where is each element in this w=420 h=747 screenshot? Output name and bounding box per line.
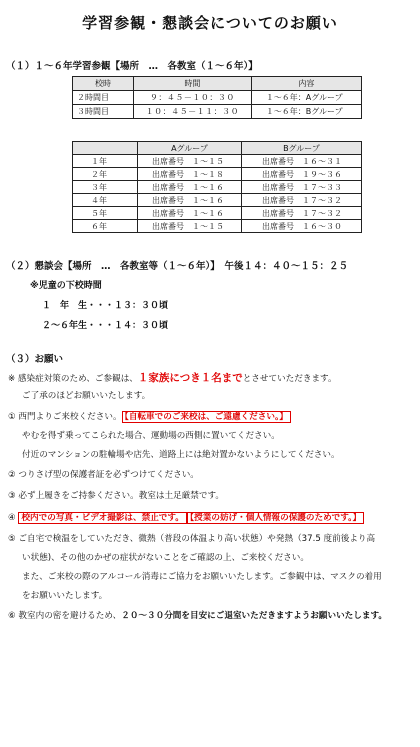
cell-grade: ５年 [73, 207, 138, 220]
cell-grade: １年 [73, 155, 138, 168]
cell-time: １０：４５－１１：３０ [134, 105, 252, 119]
cell-group-a: 出席番号 １～１６ [138, 207, 242, 220]
cell-group-a: 出席番号 １～１６ [138, 194, 242, 207]
header-group-a: Aグループ [138, 142, 242, 155]
cell-group-a: 出席番号 １～１５ [138, 155, 242, 168]
section2-heading: （２）懇談会【場所 … 各教室等（１～６年）】 午後１４：４０～１５：２５ [6, 261, 349, 272]
section3-heading: （３）お願い [6, 354, 64, 365]
table-row [73, 220, 362, 233]
request-no-photo [8, 512, 364, 524]
cell-content: １～６年：Bグループ [251, 105, 361, 119]
no-photo-warning: 校内での写真・ビデオ撮影は、禁止です。 [18, 512, 186, 524]
cell-group-b: 出席番号 １９～３６ [242, 168, 362, 181]
cell-period: ３時間目 [73, 105, 134, 119]
request-health-check: ⑤ ご自宅で検温をしていただき、微熱（普段の体温より高い状態）や発熱（37.5 度前後より高 [8, 534, 376, 544]
table-row [73, 155, 362, 168]
table-row [73, 168, 362, 181]
request-text: ※ 感染症対策のため、ご参観は、 [8, 374, 138, 384]
cell-grade: ２年 [73, 168, 138, 181]
request-text: とさせていただきます。 [242, 374, 337, 384]
one-per-family-emphasis: １家族につき１名まで [137, 372, 243, 384]
cell-grade: ３年 [73, 181, 138, 194]
request-line: ご了承のほどお願いいたします。 [22, 391, 151, 401]
table-row [73, 91, 362, 105]
stay-duration-emphasis: ２０～３０分間を目安にご退室いただきますようお願いいたします。 [121, 611, 387, 621]
section1-heading: （１）１～６年学習参観【場所 … 各教室（１～６年）】 [6, 61, 258, 72]
request-line: また、ご来校の際のアルコール消毒にご協力をお願いいたします。ご参観中は、マスクの着用 [22, 572, 382, 582]
dismissal-note-title: ※児童の下校時間 [30, 281, 102, 291]
cell-group-a: 出席番号 １～１８ [138, 168, 242, 181]
table-row [73, 181, 362, 194]
request-guardian-pass: ② つりさげ型の保護者証を必ずつけてください。 [8, 470, 199, 480]
cell-group-b: 出席番号 １７～３２ [242, 207, 362, 220]
cell-time: ９：４５－１０：３０ [134, 91, 252, 105]
group-table-header [73, 142, 362, 155]
request-avoid-crowding [8, 610, 387, 622]
cell-content: １～６年：Aグループ [251, 91, 361, 105]
request-infection-control [8, 372, 337, 385]
schedule-table [72, 76, 362, 119]
request-text: ① 西門よりご来校ください。 [8, 412, 122, 422]
cell-grade: ４年 [73, 194, 138, 207]
table-row [73, 194, 362, 207]
request-number: ④ [8, 513, 16, 523]
cell-grade: ６年 [73, 220, 138, 233]
cell-group-b: 出席番号 １７～３２ [242, 194, 362, 207]
request-west-gate [8, 411, 291, 423]
request-line: い状態)、その他のかぜの症状がないことをご確認の上、ご来校ください。 [22, 553, 309, 563]
header-time: 時間 [134, 77, 252, 91]
dismissal-grade2-6: ２～６年生・・・１４：３０頃 [42, 321, 169, 331]
cell-period: ２時間目 [73, 91, 134, 105]
cell-group-b: 出席番号 １７～３３ [242, 181, 362, 194]
cell-group-b: 出席番号 １６～３０ [242, 220, 362, 233]
no-bicycle-warning: 【自転車でのご来校は、ご遠慮ください。】 [122, 411, 291, 423]
request-line: 付近のマンションの駐輪場や店先、道路上には絶対置かないようにしてください。 [22, 450, 340, 460]
table-row [73, 105, 362, 119]
privacy-reason-warning: 【授業の妨げ・個人情報の保護のためです。】 [187, 512, 364, 524]
cell-group-b: 出席番号 １６～３１ [242, 155, 362, 168]
request-line: やむを得ず乗ってこられた場合、運動場の西側に置いてください。 [22, 431, 280, 441]
table-row [73, 207, 362, 220]
request-indoor-shoes: ③ 必ず上履きをご持参ください。教室は土足厳禁です。 [8, 491, 224, 501]
page-title: 学習参観・懇談会についてのお願い [82, 14, 338, 32]
dismissal-grade1: １ 年 生・・・１３：３０頃 [42, 301, 169, 311]
request-line: をお願いいたします。 [22, 591, 108, 601]
cell-group-a: 出席番号 １～１６ [138, 181, 242, 194]
header-group-b: Bグループ [242, 142, 362, 155]
header-grade [73, 142, 138, 155]
cell-group-a: 出席番号 １～１５ [138, 220, 242, 233]
schedule-table-header [73, 77, 362, 91]
request-text: ⑥ 教室内の密を避けるため、 [8, 611, 122, 621]
header-period: 校時 [73, 77, 134, 91]
group-table [72, 141, 362, 233]
header-content: 内容 [251, 77, 361, 91]
